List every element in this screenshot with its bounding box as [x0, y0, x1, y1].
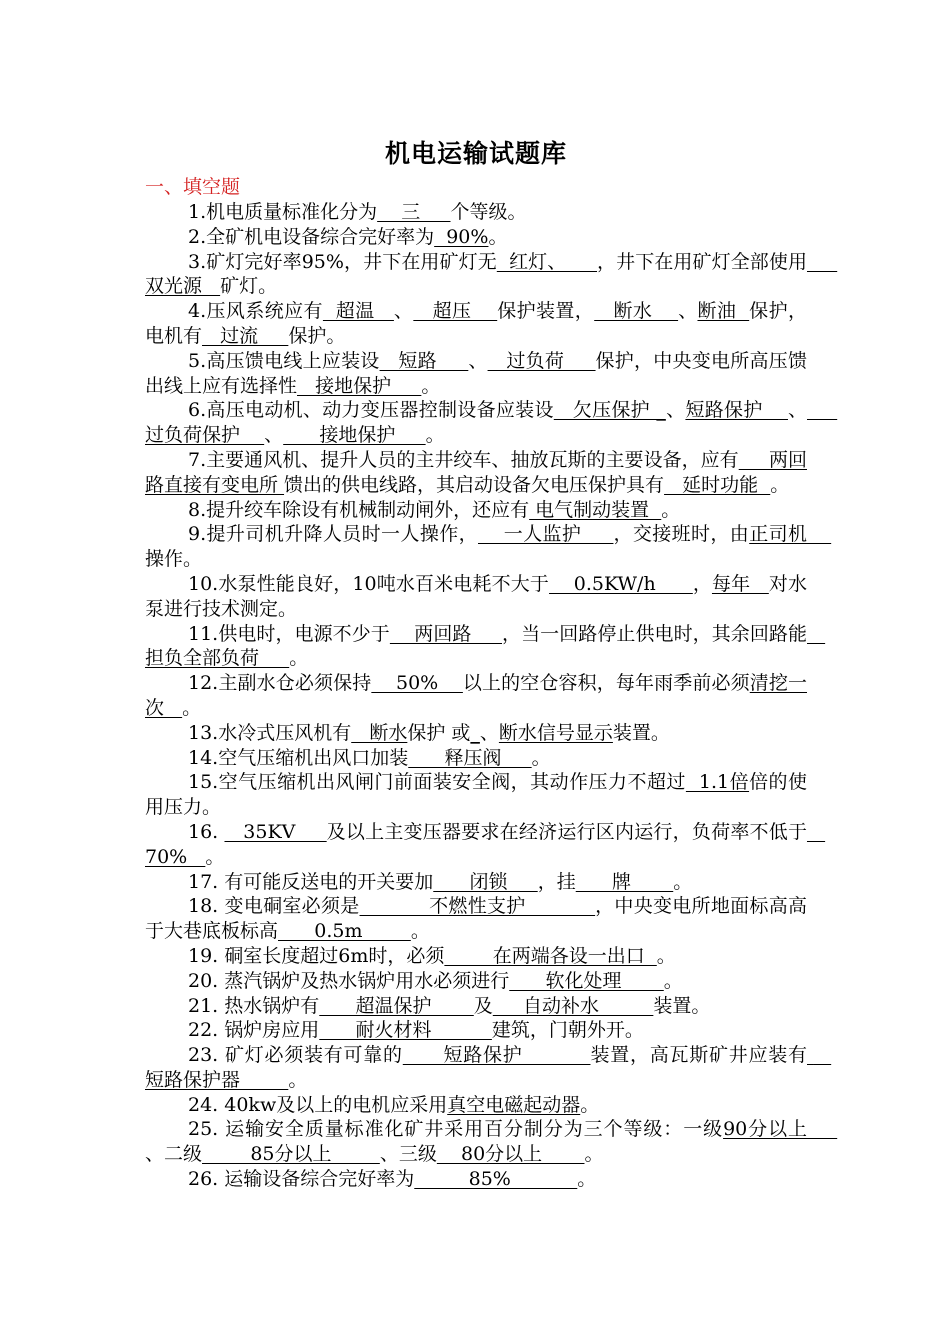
question-18 — [145, 894, 807, 944]
question-text: 24. 40kw及以上的电机应采用 — [188, 1093, 448, 1116]
question-9 — [145, 522, 832, 572]
question-text: 保护。 — [288, 324, 346, 347]
question-text: 。 — [770, 473, 790, 496]
question-text: 22. 锅炉房应用 — [188, 1019, 320, 1042]
question-text: 19. 硐室长度超过6m时，必须 — [188, 944, 445, 967]
question-text: 9.提升司机升降人员时一人操作， — [188, 523, 478, 546]
question-text: 。 — [488, 225, 508, 248]
question-text: 。 — [580, 1093, 600, 1116]
question-text: 馈出的供电线路，其启动设备欠电压保护具有 — [284, 473, 665, 496]
question-text: 13.水冷式压风机有 — [188, 721, 352, 744]
question-text: 。 — [182, 696, 202, 719]
answer-blank: 牌 — [575, 870, 674, 893]
question-text: 保护 或 — [407, 721, 471, 744]
answer-blank: 担负全部负荷 — [145, 622, 826, 670]
answer-blank: 接地保护 — [297, 374, 422, 397]
question-15 — [145, 770, 807, 820]
answer-blank: 90% — [434, 225, 489, 248]
answer-blank: 真空电磁起动器 — [447, 1093, 581, 1116]
question-text: 。 — [584, 1143, 604, 1166]
question-7 — [145, 448, 807, 498]
question-text: 。 — [410, 920, 430, 943]
question-24 — [145, 1093, 807, 1118]
answer-blank: 两回路直接有变电所 — [145, 448, 807, 496]
question-20 — [145, 969, 807, 994]
answer-blank: 三 — [377, 201, 451, 223]
question-text: 15.空气压缩机出风闸门前面装安全阀，其动作压力不超过 — [188, 771, 686, 794]
answer-blank: 延时功能 — [664, 473, 771, 496]
answer-blank: 释压阀 — [408, 746, 532, 769]
question-text: 。 — [531, 746, 551, 769]
question-text: 3.矿灯完好率95%，井下在用矿灯无 — [188, 250, 497, 273]
question-text: 14.空气压缩机出风口加装 — [188, 746, 409, 769]
answer-blank: 短路保护 — [402, 1044, 591, 1067]
question-text: 。 — [577, 1168, 597, 1191]
answer-blank: 1.1倍 — [685, 771, 750, 794]
question-text: 、 — [264, 424, 284, 447]
question-text: 17. 有可能反送电的开关要加 — [188, 870, 434, 893]
answer-blank: 断水 — [351, 721, 408, 744]
question-text: 25. 运输安全质量标准化矿井采用百分制分为三个等级：一级 — [188, 1118, 724, 1141]
question-6 — [145, 398, 838, 448]
question-text: ，井下在用矿灯全部使用 — [597, 250, 807, 273]
question-text: 2.全矿机电设备综合完好率为 — [188, 225, 435, 248]
answer-blank: 过流 — [202, 324, 289, 347]
answer-blank: 软化处理 — [509, 969, 664, 992]
question-text: 操作。 — [145, 548, 203, 571]
answer-blank: 短路 — [379, 349, 469, 372]
question-text: 。 — [421, 374, 441, 397]
question-text: 7.主要通风机、提升人员的主井绞车、抽放瓦斯的主要设备，应有 — [188, 448, 739, 471]
question-text: ， — [692, 572, 712, 595]
question-13 — [145, 721, 807, 746]
question-text: 以上的空仓容积，每年雨季前必须 — [462, 672, 750, 695]
question-text: 、 — [678, 300, 698, 323]
answer-blank: 70% — [145, 820, 826, 868]
answer-blank: 断油 — [697, 300, 750, 323]
answer-blank: 一人监护 — [478, 523, 614, 546]
answer-blank: 电气制动装置 — [529, 498, 662, 521]
section-heading: 一、填空题 — [145, 176, 241, 198]
answer-blank: 每年 — [711, 572, 769, 595]
question-text: 保护，中央变电所高压馈出线上应有选择性 — [145, 349, 807, 397]
answer-blank: 超压 — [413, 300, 498, 323]
question-text: 6.高压电动机、动力变压器控制设备应装设 — [188, 399, 554, 422]
question-21 — [145, 994, 807, 1019]
question-text: 5.高压馈电线上应装设 — [188, 349, 380, 372]
question-text: 26. 运输设备综合完好率为 — [188, 1168, 415, 1191]
answer-blank: 0.5KW/h — [549, 572, 693, 595]
question-19 — [145, 944, 807, 969]
question-text: 、 — [665, 399, 686, 422]
question-text: 倍的使用压力。 — [145, 771, 807, 819]
answer-blank: 过负荷保护 — [145, 399, 838, 447]
answer-blank: 断水 — [594, 300, 679, 323]
question-12 — [145, 671, 807, 721]
answer-blank: 超温 — [322, 300, 394, 323]
page-title: 机电运输试题库 — [384, 139, 567, 168]
question-26 — [145, 1167, 807, 1192]
question-14 — [145, 746, 807, 771]
answer-blank: 80分以上 — [436, 1143, 585, 1166]
question-text: 16. — [188, 820, 225, 843]
question-text: 、 — [787, 399, 807, 422]
answer-blank: 85分以上 — [202, 1143, 380, 1166]
answer-blank: 90分以上 — [723, 1118, 838, 1141]
question-text: 11.供电时，电源不少于 — [188, 622, 390, 645]
answer-blank: 50% — [371, 672, 463, 695]
question-list — [145, 200, 838, 1192]
question-text: 。 — [205, 845, 225, 868]
question-text: 、 — [393, 300, 414, 323]
question-text: 。 — [673, 870, 693, 893]
question-text: 1.机电质量标准化分为 — [188, 201, 378, 223]
answer-blank: 闭锁 — [433, 870, 538, 893]
question-text: 。 — [425, 424, 445, 447]
question-text: 、 — [468, 349, 488, 372]
question-text: ，挂 — [537, 870, 576, 893]
answer-blank: 35KV — [224, 820, 327, 843]
question-text: 装置，高瓦斯矿井应装有 — [590, 1044, 807, 1067]
answer-blank: 正司机 — [749, 523, 832, 546]
question-3 — [145, 250, 838, 300]
question-text: 装置。 — [612, 721, 670, 744]
answer-blank: 短路保护 — [685, 399, 788, 422]
question-text: 。 — [661, 498, 681, 521]
question-10 — [145, 572, 807, 622]
answer-blank: 接地保护 — [283, 424, 426, 447]
question-2 — [145, 225, 807, 250]
question-text: 个等级。 — [450, 201, 527, 223]
question-text: 12.主副水仓必须保持 — [188, 672, 372, 695]
question-4 — [145, 299, 807, 349]
question-11 — [145, 622, 826, 672]
question-16 — [145, 820, 826, 870]
answer-blank: 两回路 — [389, 622, 503, 645]
question-text: 对水泵进行技术测定。 — [145, 572, 807, 620]
question-text: ，交接班时，由 — [613, 523, 750, 546]
question-text: 、 — [479, 721, 499, 744]
question-text: 。 — [656, 944, 676, 967]
question-25 — [145, 1117, 838, 1167]
question-17 — [145, 870, 807, 895]
answer-blank: 过负荷 — [487, 349, 596, 372]
question-23 — [145, 1043, 832, 1093]
question-text: 8.提升绞车除设有机械制动闸外，还应有 — [188, 498, 530, 521]
answer-blank: 双光源 — [145, 250, 838, 298]
question-text: 、二级 — [145, 1143, 203, 1166]
answer-blank: 在两端各设一出口 — [444, 944, 657, 967]
answer-blank: 0.5m — [278, 920, 411, 943]
answer-blank: 红灯、 — [496, 250, 598, 273]
question-text: 10.水泵性能良好，10吨水百米电耗不大于 — [188, 572, 550, 595]
answer-blank: 清挖一次 — [145, 672, 807, 719]
question-text: ，当一回路停止供电时，其余回路能 — [502, 622, 807, 645]
answer-blank: 85% — [414, 1168, 578, 1191]
question-text: 。 — [663, 969, 683, 992]
question-text: 建筑，门朝外开。 — [491, 1019, 644, 1042]
question-text: 21. 热水锅炉有 — [188, 994, 320, 1017]
answer-blank: 自动补水 — [492, 994, 654, 1017]
answer-blank: 不燃性支护 — [359, 895, 596, 918]
question-text: 20. 蒸汽锅炉及热水锅炉用水必须进行 — [188, 969, 510, 992]
question-text: 保护装置， — [497, 300, 595, 323]
answer-blank: 短路保护器 — [145, 1044, 832, 1091]
question-text: 4.压风系统应有 — [188, 300, 323, 323]
question-text: ，中央变电所地面标高高于大巷底板标高 — [145, 895, 807, 943]
question-text: 18. 变电硐室必须是 — [188, 895, 360, 918]
question-text: 矿灯。 — [220, 275, 278, 298]
question-text: 23. 矿灯必须装有可靠的 — [188, 1044, 403, 1067]
answer-blank: 耐火材料 — [319, 1019, 492, 1042]
answer-blank: _ — [470, 721, 480, 744]
answer-blank: 断水信号显示 — [498, 721, 613, 744]
question-text: 。 — [288, 1068, 308, 1091]
question-text: 保护，电机有 — [145, 300, 807, 347]
question-5 — [145, 349, 807, 399]
answer-blank: 欠压保护 _ — [553, 399, 666, 422]
question-1 — [145, 200, 807, 225]
answer-blank: 超温保护 — [319, 994, 474, 1017]
question-8 — [145, 498, 807, 523]
question-text: 及 — [473, 994, 493, 1017]
question-text: 及以上主变压器要求在经济运行区内运行，负荷率不低于 — [326, 820, 807, 843]
question-text: 、三级 — [379, 1143, 437, 1166]
question-text: 装置。 — [653, 994, 711, 1017]
question-22 — [145, 1018, 807, 1043]
question-text: 。 — [289, 647, 309, 670]
